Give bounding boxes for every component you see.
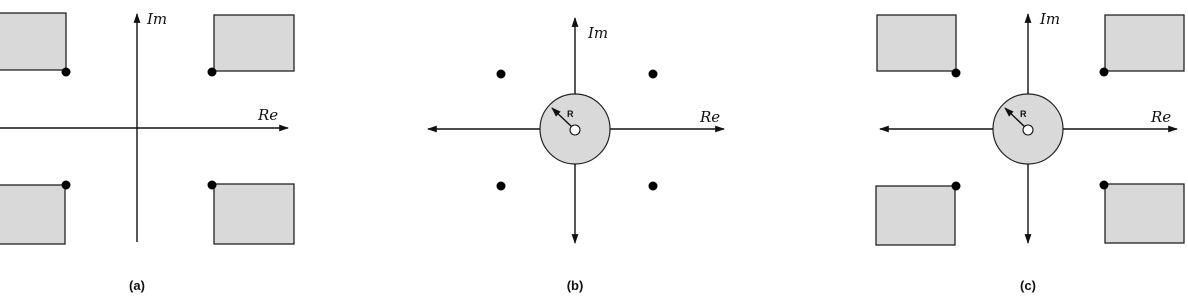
panel-b	[428, 18, 724, 293]
region-square-top-right	[214, 15, 294, 71]
pole-dot	[1100, 181, 1109, 190]
im-axis-label: Im	[1040, 10, 1061, 28]
im-axis-label: Im	[147, 10, 168, 28]
re-axis-label: Re	[1151, 108, 1172, 126]
pole-dot	[208, 68, 217, 77]
pole-dot	[1100, 68, 1109, 77]
region-square-bottom-left	[0, 185, 65, 244]
pole-dot	[62, 68, 71, 77]
pole-dot	[952, 182, 961, 191]
panel-c	[876, 10, 1184, 293]
radius-label: R	[1020, 109, 1027, 119]
origin-hole	[1023, 125, 1033, 135]
pole-dot	[952, 69, 961, 78]
im-axis-label: Im	[588, 24, 609, 42]
region-square-bottom-left	[876, 186, 955, 245]
pole-dot	[649, 182, 658, 191]
re-axis-label: Re	[258, 106, 279, 124]
pole-dot	[649, 70, 658, 79]
re-axis-label: Re	[700, 108, 721, 126]
panel-a	[0, 10, 294, 293]
region-square-top-left	[877, 15, 956, 71]
radius-label: R	[567, 109, 574, 119]
region-square-top-right	[1105, 15, 1184, 71]
pole-dot	[497, 182, 506, 191]
region-square-bottom-right	[1105, 184, 1184, 243]
region-square-bottom-right	[214, 184, 294, 244]
panel-caption: (a)	[129, 278, 145, 293]
panel-caption: (c)	[1020, 278, 1036, 293]
panel-caption: (b)	[566, 278, 584, 293]
origin-hole	[570, 125, 580, 135]
pole-dot	[62, 181, 71, 190]
pole-dot	[497, 70, 506, 79]
region-square-top-left	[0, 13, 66, 70]
pole-dot	[208, 181, 217, 190]
